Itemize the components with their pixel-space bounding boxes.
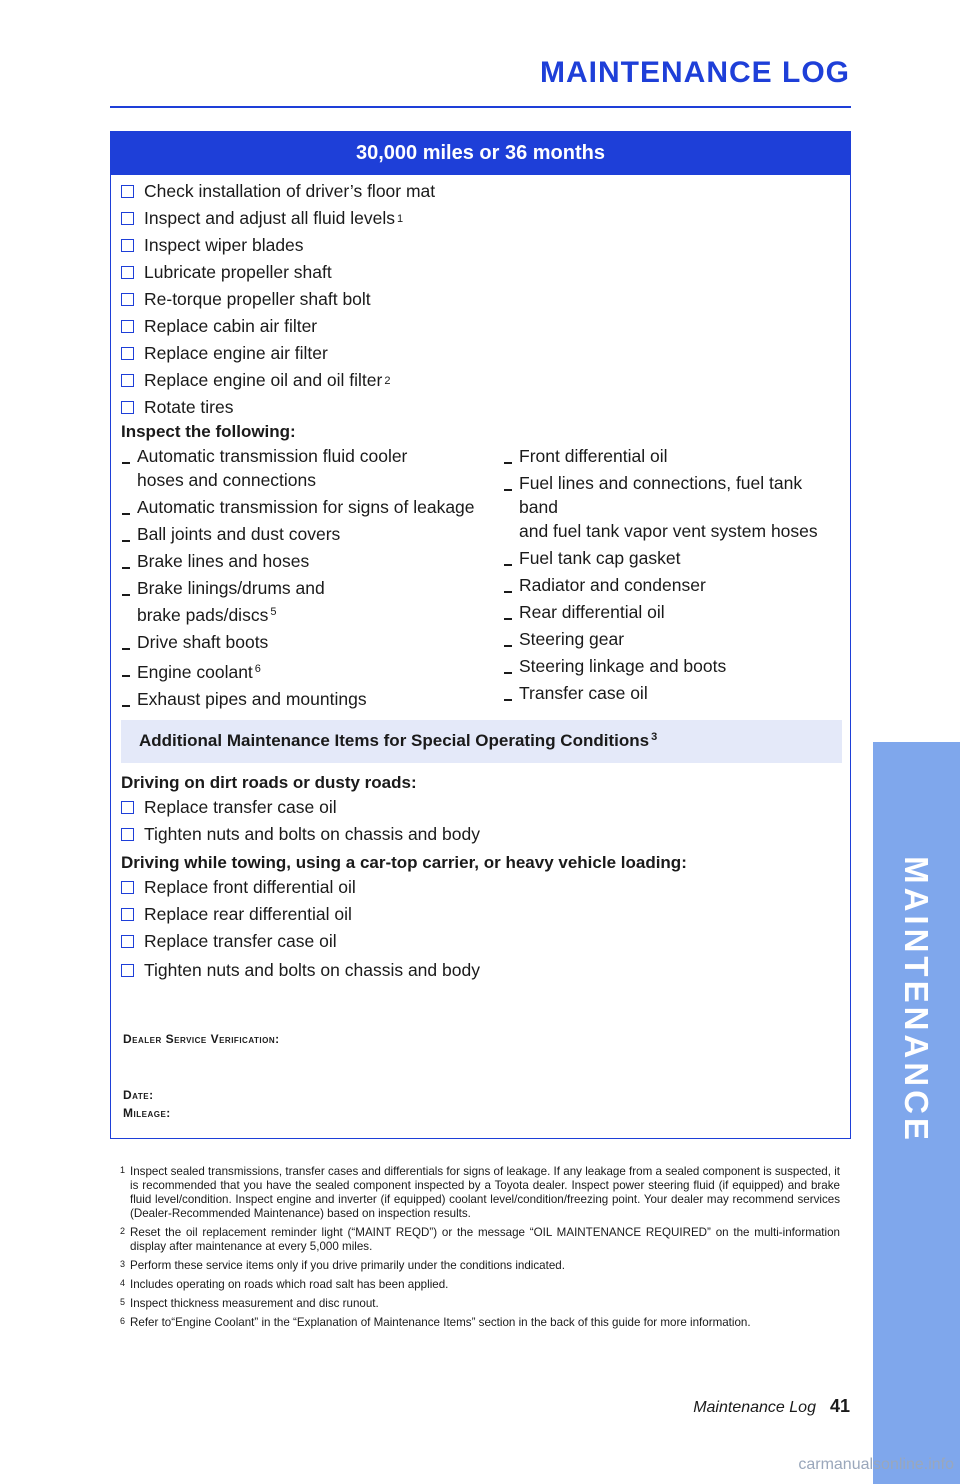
checkbox[interactable]	[121, 801, 134, 814]
watermark: carmanualsonline.info	[798, 1456, 954, 1473]
maintenance-log-box	[110, 131, 851, 1139]
inspect-item-text	[137, 549, 309, 573]
inspect-item	[503, 600, 843, 624]
additional-items-band	[121, 720, 842, 763]
inspect-item-text	[137, 444, 407, 492]
checklist-item-text: Replace cabin air filter	[144, 316, 318, 336]
footnote-number: 3	[120, 1259, 126, 1269]
inspect-item-text	[137, 657, 261, 684]
inspect-item	[503, 546, 843, 570]
checkbox[interactable]	[121, 374, 134, 387]
inspect-item	[121, 522, 491, 546]
dash-marker	[121, 495, 137, 519]
footnote-number: 5	[120, 1297, 126, 1307]
footnote-number: 1	[120, 1165, 126, 1175]
footnote-ref: 6	[254, 663, 261, 675]
footnote-ref: 1	[396, 212, 404, 225]
footnote	[120, 1278, 840, 1292]
inspect-item	[503, 681, 843, 705]
page-title: MAINTENANCE LOG	[540, 56, 850, 89]
checklist-item	[121, 178, 435, 205]
footnote	[120, 1226, 840, 1254]
checklist-item	[121, 232, 435, 259]
checklist-item	[121, 367, 435, 394]
checklist-item-text: Inspect wiper blades	[144, 235, 304, 255]
footnotes	[120, 1165, 840, 1335]
inspect-item	[503, 471, 843, 543]
checkbox[interactable]	[121, 935, 134, 948]
dash-marker	[503, 654, 519, 678]
footnote-text: Refer to“Engine Coolant” in the “Explanation of Maintenance Items” section in the back of this guide for more information.	[130, 1316, 751, 1329]
checklist-item	[121, 394, 435, 421]
footnote-text: Reset the oil replacement reminder light (“MAINT REQD”) or the message “OIL MAINTENANCE REQUIRED” on the multi-information display after maintenance at every 5,000 miles.	[130, 1226, 840, 1253]
checkbox[interactable]	[121, 239, 134, 252]
footer-section-label: Maintenance Log	[693, 1399, 816, 1416]
checklist-item-text: Check installation of driver’s floor mat	[144, 181, 436, 201]
towing-heading: Driving while towing, using a car-top carrier, or heavy vehicle loading:	[121, 853, 687, 872]
inspect-item-text	[519, 654, 726, 678]
inspect-item-label: Ball joints and dust covers	[137, 524, 341, 544]
mileage-label: Mileage:	[123, 1106, 171, 1120]
inspect-item-label: Steering gear	[519, 629, 625, 649]
checklist-item	[121, 821, 480, 848]
checkbox[interactable]	[121, 881, 134, 894]
checklist-item-text: Replace rear differential oil	[144, 904, 352, 924]
checkbox[interactable]	[121, 320, 134, 333]
checkbox[interactable]	[121, 828, 134, 841]
inspect-item	[121, 576, 491, 627]
dash-marker	[503, 444, 519, 468]
inspect-item	[121, 657, 491, 684]
inspect-item-label: Fuel tank cap gasket	[519, 548, 681, 568]
side-tab-label: MAINTENANCE	[898, 856, 935, 1144]
inspect-item-label: Drive shaft boots	[137, 632, 269, 652]
inspect-item	[121, 495, 491, 519]
dirt-roads-list	[121, 794, 480, 848]
checklist-item-text: Replace transfer case oil	[144, 931, 337, 951]
footnote-text: Perform these service items only if you drive primarily under the conditions indicated.	[130, 1259, 565, 1272]
checklist-item-text: Replace engine oil and oil filter	[144, 370, 383, 390]
date-label: Date:	[123, 1088, 154, 1102]
inspect-item	[503, 573, 843, 597]
checkbox[interactable]	[121, 964, 134, 977]
inspect-item-label: Automatic transmission fluid cooler hoses and connections	[137, 446, 408, 490]
inspect-item-label: Transfer case oil	[519, 683, 648, 703]
service-checklist	[121, 178, 435, 421]
inspect-item	[503, 444, 843, 468]
inspect-item-text	[519, 573, 706, 597]
inspect-item-label: Brake lines and hoses	[137, 551, 310, 571]
dash-marker	[503, 573, 519, 597]
checklist-item	[121, 794, 480, 821]
checklist-item	[121, 259, 435, 286]
checklist-item-text: Lubricate propeller shaft	[144, 262, 332, 282]
page-footer	[693, 1396, 850, 1417]
dash-marker	[121, 549, 137, 573]
footnote-number: 6	[120, 1316, 126, 1326]
dash-marker	[503, 600, 519, 624]
checklist-item	[121, 205, 435, 232]
inspect-item-label: Automatic transmission for signs of leakage	[137, 497, 475, 517]
footnote	[120, 1297, 840, 1311]
inspect-item-label: Engine coolant	[137, 662, 253, 682]
dash-marker	[503, 681, 519, 705]
checklist-item-text: Tighten nuts and bolts on chassis and body	[144, 960, 480, 980]
inspect-item-label: Brake linings/drums and brake pads/discs	[137, 578, 325, 625]
inspect-item	[121, 630, 491, 654]
inspect-item	[121, 549, 491, 573]
inspect-item-text	[137, 495, 475, 519]
inspect-item-text	[519, 546, 680, 570]
checkbox[interactable]	[121, 293, 134, 306]
inspect-item-label: Fuel lines and connections, fuel tank band and fuel tank vapor vent system hoses	[519, 473, 818, 541]
towing-list	[121, 874, 480, 984]
checklist-item-text: Re-torque propeller shaft bolt	[144, 289, 371, 309]
inspect-item-label: Front differential oil	[519, 446, 668, 466]
inspect-item-text	[519, 627, 624, 651]
inspect-item-text	[519, 600, 665, 624]
dash-marker	[503, 471, 519, 543]
checklist-item	[121, 340, 435, 367]
dash-marker	[121, 576, 137, 627]
title-divider	[110, 106, 851, 108]
dash-marker	[121, 444, 137, 492]
footnote	[120, 1259, 840, 1273]
dash-marker	[121, 630, 137, 654]
checklist-item-text: Tighten nuts and bolts on chassis and body	[144, 824, 480, 844]
section-side-tab[interactable]	[873, 742, 960, 1484]
footnote-ref: 2	[384, 374, 391, 387]
checkbox[interactable]	[121, 401, 134, 414]
checklist-item-text: Replace engine air filter	[144, 343, 328, 363]
checklist-item-text: Inspect and adjust all fluid levels	[144, 208, 395, 228]
inspect-list-right	[503, 444, 843, 708]
inspect-list-left	[121, 444, 491, 714]
inspect-item	[121, 444, 491, 492]
inspect-item-label: Rear differential oil	[519, 602, 665, 622]
checkbox[interactable]	[121, 266, 134, 279]
additional-items-heading: Additional Maintenance Items for Special Operating Conditions $^3$	[139, 731, 658, 750]
dealer-verification-label: Dealer Service Verification:	[123, 1032, 280, 1046]
dash-marker	[503, 627, 519, 651]
inspect-item-text	[519, 471, 843, 543]
inspect-item-text	[137, 687, 367, 711]
inspect-item-text	[137, 576, 325, 627]
checklist-item	[121, 286, 435, 313]
checkbox[interactable]	[121, 347, 134, 360]
checklist-item-text: Replace front differential oil	[144, 877, 356, 897]
inspect-item	[503, 627, 843, 651]
checklist-item	[121, 928, 480, 955]
checklist-item	[121, 874, 480, 901]
checkbox[interactable]	[121, 185, 134, 198]
inspect-item-label: Exhaust pipes and mountings	[137, 689, 367, 709]
checkbox[interactable]	[121, 212, 134, 225]
inspect-item-text	[519, 444, 668, 468]
dirt-roads-heading: Driving on dirt roads or dusty roads:	[121, 773, 417, 792]
inspect-heading: Inspect the following:	[121, 422, 296, 441]
dash-marker	[121, 522, 137, 546]
footnote-text: Inspect sealed transmissions, transfer cases and differentials for signs of leakage. If any leakage from a sealed component is suspected, it is recommended that you have the sealed component inspected by a Toyota dealer. Inspect power steering fluid (if equipped) and brake fluid level/condition. Inspect engine and inverter (if equipped) coolant level/condition/freezing point. Your dealer may recommend services (Dealer-Recommended Maintenance) based on inspection results.	[130, 1165, 840, 1220]
inspect-item-label: Steering linkage and boots	[519, 656, 727, 676]
checkbox[interactable]	[121, 908, 134, 921]
checklist-item-text: Replace transfer case oil	[144, 797, 337, 817]
dash-marker	[121, 687, 137, 711]
checklist-item	[121, 957, 480, 984]
checklist-item	[121, 901, 480, 928]
footnote	[120, 1165, 840, 1221]
interval-heading: 30,000 miles or 36 months	[111, 132, 850, 175]
inspect-item-text	[137, 630, 268, 654]
inspect-item-label: Radiator and condenser	[519, 575, 706, 595]
footnote-ref: 5	[270, 606, 277, 618]
footnote-number: 2	[120, 1226, 126, 1236]
footnote	[120, 1316, 840, 1330]
checklist-item	[121, 313, 435, 340]
dash-marker	[503, 546, 519, 570]
inspect-item-text	[519, 681, 648, 705]
inspect-item	[503, 654, 843, 678]
checklist-item-text: Rotate tires	[144, 397, 234, 417]
footnote-number: 4	[120, 1278, 126, 1288]
dash-marker	[121, 657, 137, 684]
page-number: 41	[829, 1396, 850, 1416]
footnote-text: Includes operating on roads which road salt has been applied.	[130, 1278, 449, 1291]
inspect-item-text	[137, 522, 340, 546]
footnote-text: Inspect thickness measurement and disc runout.	[130, 1297, 379, 1310]
inspect-item	[121, 687, 491, 711]
